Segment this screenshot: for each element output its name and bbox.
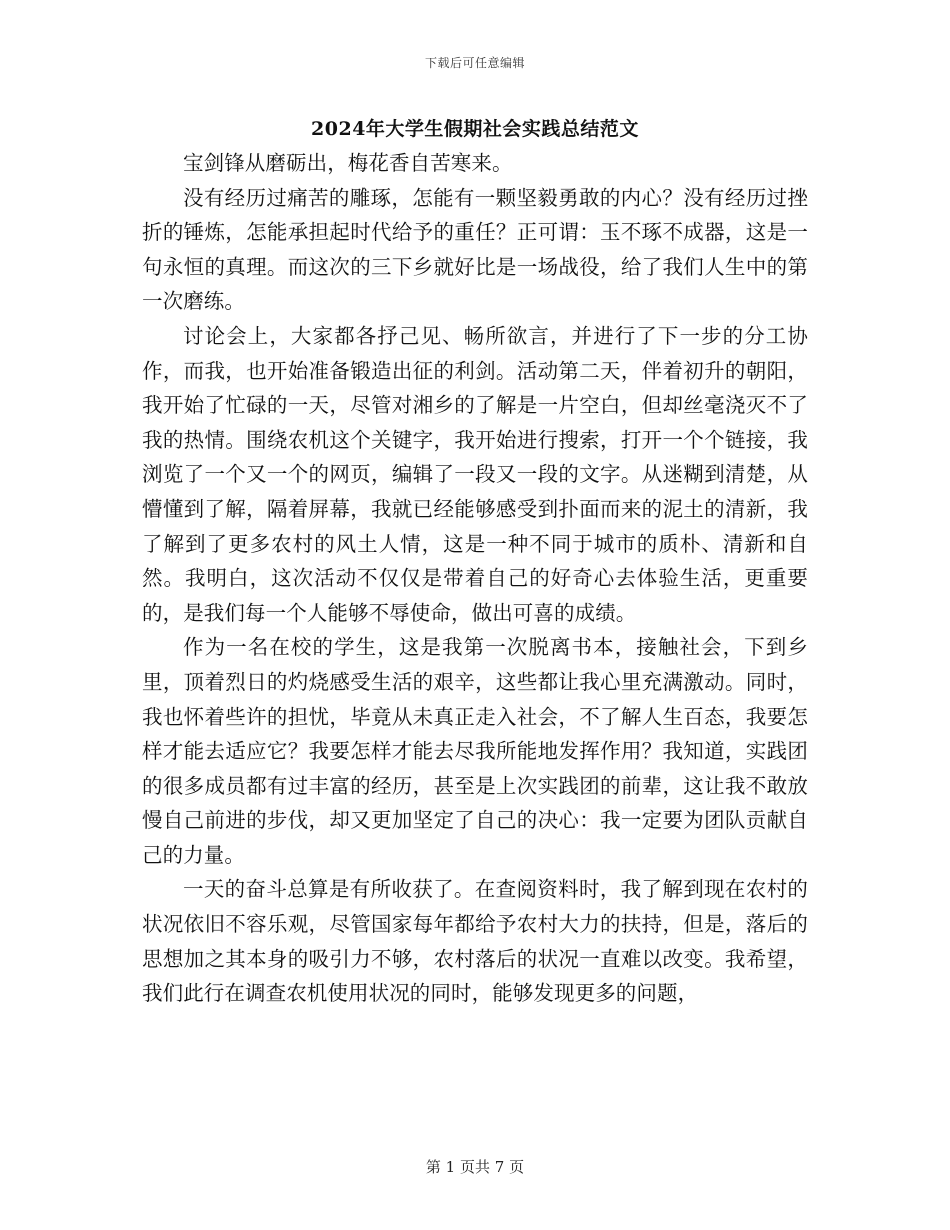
header-note: 下载后可任意编辑 bbox=[424, 56, 525, 70]
paragraph-2: 没有经历过痛苦的雕琢，怎能有一颗坚毅勇敢的内心？没有经历过挫折的锤炼，怎能承担起时代给予的重任？正可谓：玉不琢不成器，这是一句永恒的真理。而这次的三下乡就好比是一场战役，给了我们人生中的第一次磨练。 bbox=[142, 185, 808, 314]
paragraph-5: 一天的奋斗总算是有所收获了。在查阅资料时，我了解到现在农村的状况依旧不容乐观，尽管国家每年都给予农村大力的扶持，但是，落后的思想加之其本身的吸引力不够，农村落后的状况一直难以改变。我希望，我们此行在调查农机使用状况的同时，能够发现更多的问题， bbox=[142, 877, 808, 1006]
paragraph-3: 讨论会上，大家都各抒己见、畅所欲言，并进行了下一步的分工协作，而我，也开始准备锻造出征的利剑。活动第二天，伴着初升的朝阳，我开始了忙碌的一天，尽管对湘乡的了解是一片空白，但却丝毫浇灭不了我的热情。围绕农机这个关键字，我开始进行搜索，打开一个个链接，我浏览了一个又一个的网页，编辑了一段又一段的文字。从迷糊到清楚，从懵懂到了解，隔着屏幕，我就已经能够感受到扑面而来的泥土的清新，我了解到了更多农村的风土人情，这是一种不同于城市的质朴、清新和自然。我明白，这次活动不仅仅是带着自己的好奇心去体验生活，更重要的，是我们每一个人能够不辱使命，做出可喜的成绩。 bbox=[142, 323, 808, 625]
document-title: 2024年大学生假期社会实践总结范文 bbox=[311, 118, 639, 140]
page-number-footer: 第 1 页共 7 页 bbox=[425, 1158, 525, 1176]
paragraph-4: 作为一名在校的学生，这是我第一次脱离书本，接触社会，下到乡里，顶着烈日的灼烧感受生活的艰辛，这些都让我心里充满激动。同时，我也怀着些许的担忧，毕竟从未真正走入社会，不了解人生百态，我要怎样才能去适应它？我要怎样才能去尽我所能地发挥作用？我知道，实践团的很多成员都有过丰富的经历，甚至是上次实践团的前辈，这让我不敢放慢自己前进的步伐，却又更加坚定了自己的决心：我一定要为团队贡献自己的力量。 bbox=[142, 635, 808, 867]
document-body bbox=[142, 146, 808, 1011]
paragraph-1: 宝剑锋从磨砺出，梅花香自苦寒来。 bbox=[183, 151, 513, 175]
